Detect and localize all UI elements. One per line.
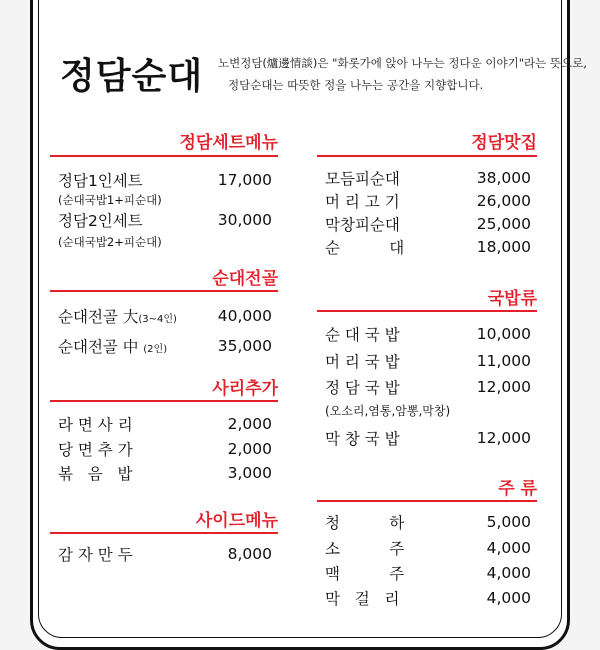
menu-item bbox=[58, 304, 272, 328]
menu-item bbox=[58, 208, 272, 232]
section-divider bbox=[50, 400, 278, 402]
item-price: 10,000 bbox=[476, 325, 531, 343]
menu-item bbox=[325, 586, 531, 610]
item-size: (2인) bbox=[143, 344, 168, 355]
menu-item bbox=[58, 461, 272, 485]
menu-item bbox=[58, 542, 272, 566]
item-price: 8,000 bbox=[227, 545, 272, 563]
item-name: 모듬피순대 bbox=[325, 170, 400, 188]
intro-line-1: 노변정담(爐邊情談)은 "화롯가에 앉아 나누는 정다운 이야기"라는 뜻으로, bbox=[218, 56, 587, 70]
item-price: 4,000 bbox=[486, 539, 531, 557]
item-price: 12,000 bbox=[476, 429, 531, 447]
item-name: 순대전골 大 bbox=[58, 308, 139, 326]
menu-item bbox=[58, 437, 272, 461]
menu-item bbox=[325, 561, 531, 585]
section-title-drinks: 주 류 bbox=[498, 479, 537, 499]
right-column bbox=[317, 0, 537, 608]
menu-item bbox=[325, 322, 531, 346]
menu-item bbox=[325, 189, 531, 213]
item-price: 35,000 bbox=[217, 337, 272, 355]
item-price: 40,000 bbox=[217, 307, 272, 325]
item-price: 4,000 bbox=[486, 564, 531, 582]
item-price: 12,000 bbox=[476, 378, 531, 396]
item-name: 막창피순대 bbox=[325, 216, 400, 234]
item-price: 3,000 bbox=[227, 464, 272, 482]
restaurant-title: 정담순대 bbox=[60, 56, 204, 97]
menu-item bbox=[325, 375, 531, 399]
section-title-jeongol: 순대전골 bbox=[212, 269, 278, 289]
section-title-sari: 사리추가 bbox=[212, 379, 278, 399]
section-divider bbox=[50, 532, 278, 534]
menu-item bbox=[58, 168, 272, 192]
menu-item bbox=[325, 510, 531, 534]
menu-item bbox=[325, 235, 531, 259]
section-title-gukbap: 국밥류 bbox=[487, 289, 537, 309]
item-name: 정담1인세트 bbox=[58, 172, 143, 190]
item-name: 볶 음 밥 bbox=[58, 465, 133, 483]
section-divider bbox=[317, 310, 537, 312]
item-price: 25,000 bbox=[476, 215, 531, 233]
item-name: 순 대 국 밥 bbox=[325, 326, 400, 344]
left-column bbox=[50, 0, 278, 600]
item-name: 순대전골 中 bbox=[58, 338, 139, 356]
section-divider bbox=[50, 155, 278, 157]
section-title-set-menu: 정담세트메뉴 bbox=[179, 133, 278, 153]
item-name: 순 대 bbox=[325, 239, 405, 257]
section-title-specialty: 정담맛집 bbox=[471, 133, 537, 153]
item-name: 맥 주 bbox=[325, 565, 405, 583]
item-name: 소 주 bbox=[325, 540, 405, 558]
section-divider bbox=[317, 500, 537, 502]
item-price: 2,000 bbox=[227, 440, 272, 458]
item-name: 감 자 만 두 bbox=[58, 546, 133, 564]
menu-item bbox=[325, 426, 531, 450]
item-price: 26,000 bbox=[476, 192, 531, 210]
item-size: (3~4인) bbox=[138, 314, 177, 325]
item-name: 머 리 국 밥 bbox=[325, 353, 400, 371]
item-price: 17,000 bbox=[217, 171, 272, 189]
item-name: 라 면 사 리 bbox=[58, 416, 133, 434]
item-price: 2,000 bbox=[227, 415, 272, 433]
item-name: 막 창 국 밥 bbox=[325, 430, 400, 448]
menu-item bbox=[58, 412, 272, 436]
item-name: 막 걸 리 bbox=[325, 590, 400, 608]
section-divider bbox=[50, 290, 278, 292]
menu-item bbox=[325, 166, 531, 190]
section-divider bbox=[317, 155, 537, 157]
item-price: 11,000 bbox=[476, 352, 531, 370]
section-title-side-menu: 사이드메뉴 bbox=[195, 511, 278, 531]
item-price: 18,000 bbox=[476, 238, 531, 256]
item-name: 당 면 추 가 bbox=[58, 441, 133, 459]
item-price: 5,000 bbox=[486, 513, 531, 531]
item-name: 머 리 고 기 bbox=[325, 193, 400, 211]
item-name: 정 담 국 밥 bbox=[325, 379, 400, 397]
menu-item bbox=[325, 536, 531, 560]
item-price: 30,000 bbox=[217, 211, 272, 229]
menu-item bbox=[58, 334, 272, 358]
item-sub: (순대국밥1+피순대) bbox=[58, 193, 162, 207]
intro-line-2: 정담순대는 따뜻한 정을 나누는 공간을 지향합니다. bbox=[228, 78, 484, 92]
menu-item bbox=[325, 349, 531, 373]
menu-item bbox=[325, 212, 531, 236]
item-name: 청 하 bbox=[325, 514, 405, 532]
item-price: 38,000 bbox=[476, 169, 531, 187]
item-note: (오소리,염통,암뽕,막창) bbox=[325, 404, 451, 418]
item-sub: (순대국밥2+피순대) bbox=[58, 235, 162, 249]
item-name: 정담2인세트 bbox=[58, 212, 143, 230]
item-price: 4,000 bbox=[486, 589, 531, 607]
